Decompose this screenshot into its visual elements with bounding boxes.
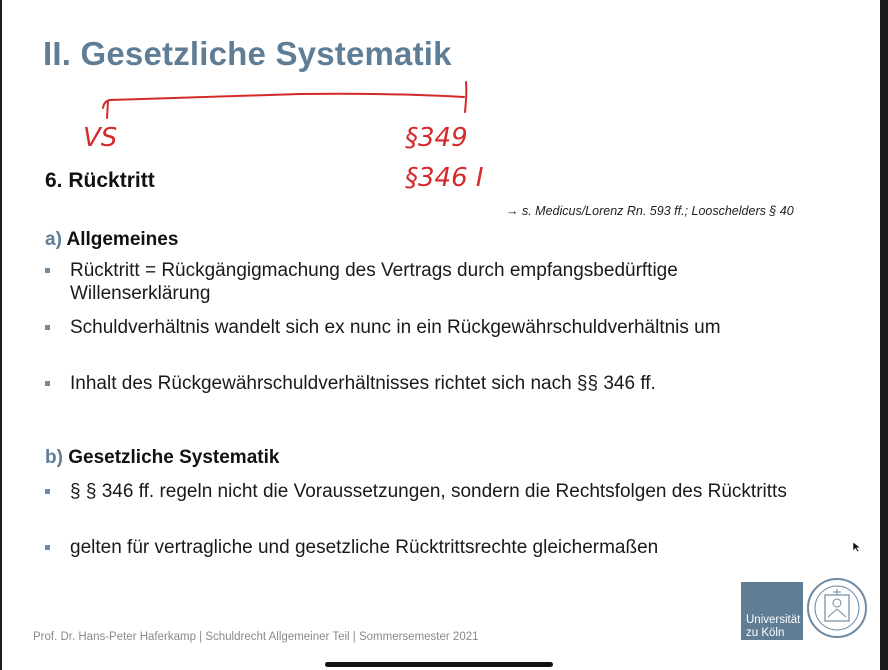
section-a-title: Allgemeines (66, 229, 179, 250)
subheading: 6. Rücktritt (45, 169, 155, 192)
annotation-bracket (103, 82, 466, 112)
annotation-vs: VS (83, 123, 118, 153)
annotation-para-349: §349 (405, 123, 468, 153)
section-b-heading (45, 447, 279, 469)
bullet-square-icon (45, 489, 50, 494)
bullet-text: Rücktritt = Rückgängigmachung des Vertrags durch empfangsbedürftige Willenserklärung (70, 260, 678, 304)
section-a-heading (45, 229, 178, 251)
annotation-para-346: §346 I (405, 163, 484, 193)
bullet-square-icon (45, 545, 50, 550)
bullet-square-icon (45, 268, 50, 273)
university-seal-icon (806, 577, 868, 639)
logo-line-2: zu Köln (746, 627, 785, 639)
bullet-text: Inhalt des Rückgewährschuldverhältnisses richtet sich nach §§ 346 ff. (70, 373, 656, 394)
logo-line-1: Universität (746, 614, 801, 626)
bullet-square-icon (45, 381, 50, 386)
slide-footer: Prof. Dr. Hans-Peter Haferkamp | Schuldrecht Allgemeiner Teil | Sommersemester 2021 (33, 631, 479, 643)
bullet-text: gelten für vertragliche und gesetzliche Rücktrittsrechte gleichermaßen (70, 537, 659, 558)
section-a-letter: a) (45, 229, 62, 250)
annotation-bracket-left-tick (107, 101, 108, 118)
mouse-cursor-icon (852, 541, 862, 553)
reference-note: → s. Medicus/Lorenz Rn. 593 ff.; Looschelders § 40 (506, 204, 794, 218)
bullet-text: § § 346 ff. regeln nicht die Voraussetzungen, sondern die Rechtsfolgen des Rücktritts (70, 481, 787, 502)
slide-title: II. Gesetzliche Systematik (43, 35, 452, 72)
bullet-square-icon (45, 325, 50, 330)
bullet-text: Schuldverhältnis wandelt sich ex nunc in ein Rückgewährschuldverhältnis um (70, 317, 721, 338)
section-b-letter: b) (45, 447, 63, 468)
university-logo (741, 582, 803, 640)
home-indicator-bar[interactable] (325, 662, 553, 667)
section-b-title: Gesetzliche Systematik (68, 447, 280, 468)
